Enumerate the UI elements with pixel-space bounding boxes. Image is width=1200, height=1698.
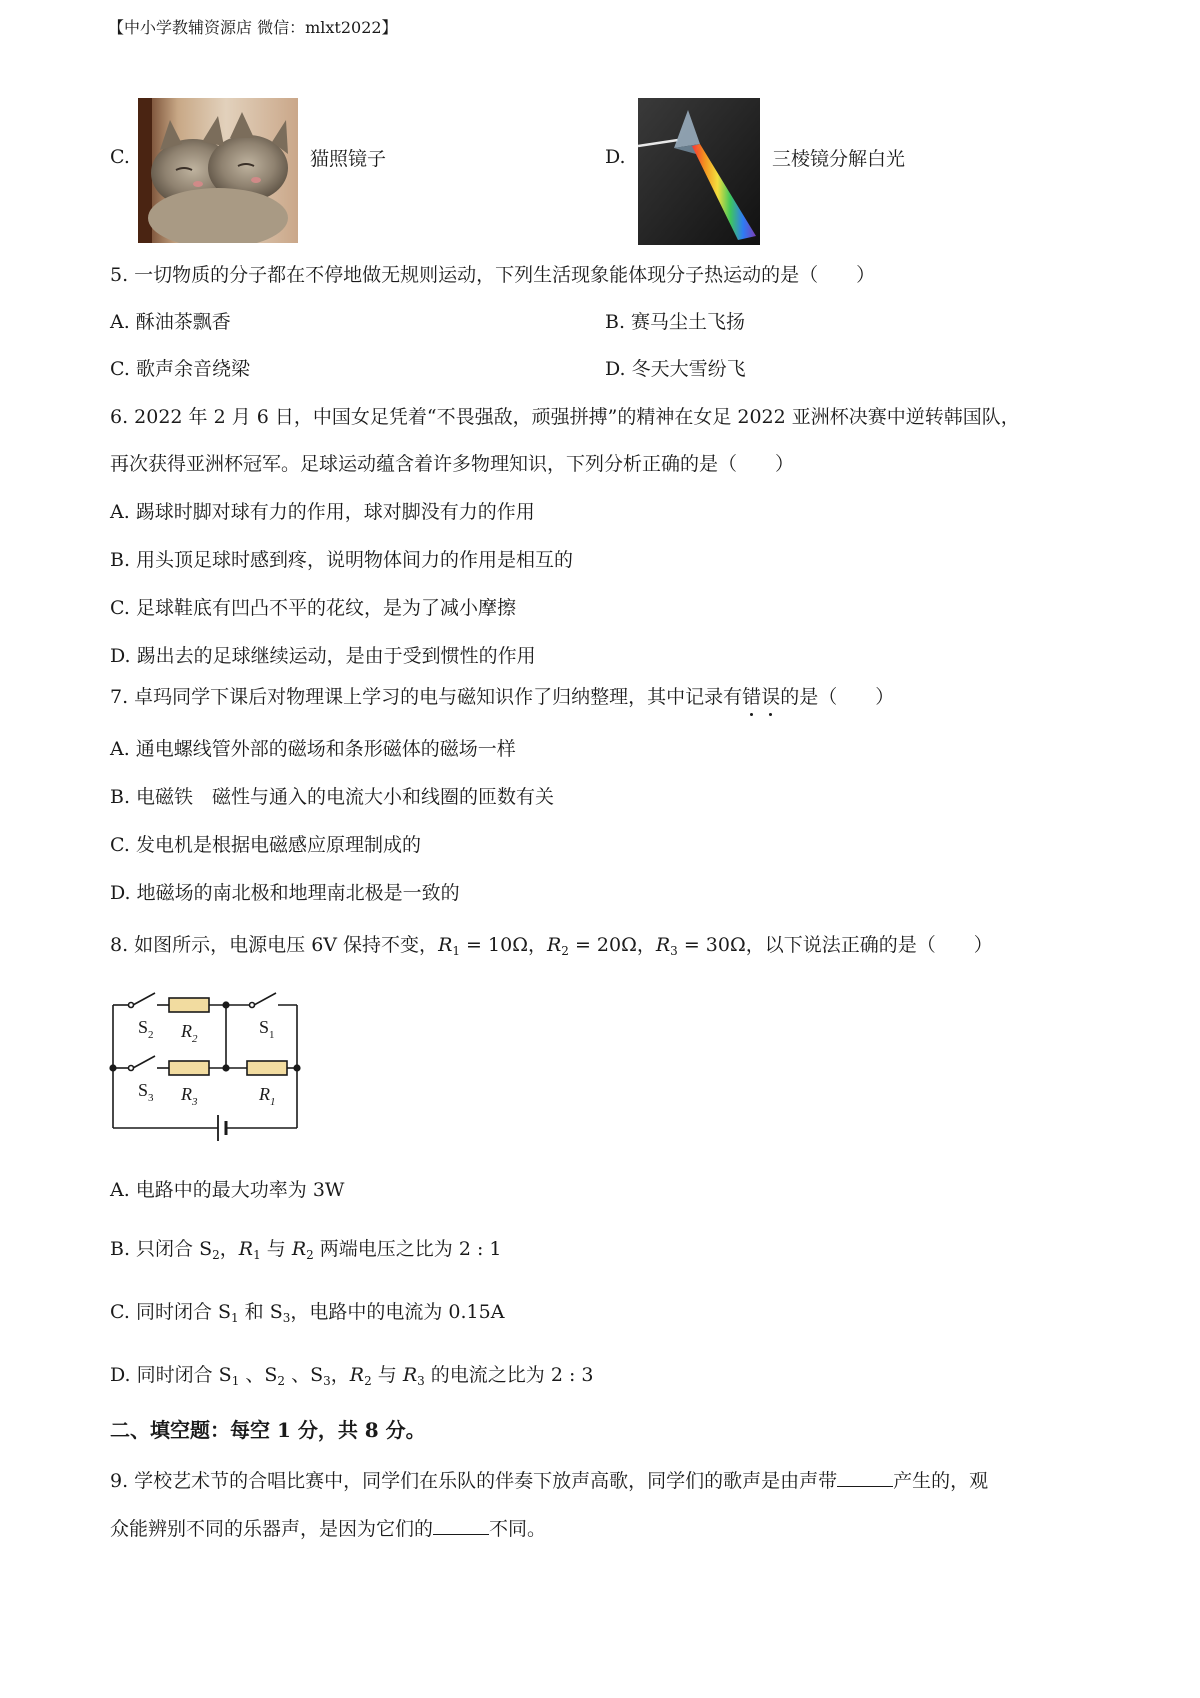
q9-blank-2[interactable] xyxy=(433,1518,489,1535)
circuit-diagram xyxy=(105,985,305,1145)
q7-stem-post: 的是（ ） xyxy=(780,686,895,708)
q4-option-c-letter: C. xyxy=(110,146,130,168)
q6-stem-line2: 再次获得亚洲杯冠军。足球运动蕴含着许多物理知识，下列分析正确的是（ ） xyxy=(110,453,795,475)
q6-option-a: A. 踢球时脚对球有力的作用，球对脚没有力的作用 xyxy=(110,501,535,523)
q9-blank-1[interactable] xyxy=(837,1470,893,1487)
q8-r1-sub: 1 xyxy=(452,944,461,958)
q7-option-b: B. 电磁铁 磁性与通入的电流大小和线圈的匝数有关 xyxy=(110,786,555,808)
q4-option-d-caption: 三棱镜分解白光 xyxy=(772,148,906,170)
q7-emphasis-2: 误 xyxy=(761,686,781,708)
q6-option-d: D. 踢出去的足球继续运动，是由于受到惯性的作用 xyxy=(110,645,536,667)
q8-r3-symbol: R xyxy=(655,934,671,956)
label-r3: $R_3$ xyxy=(181,1084,198,1108)
junction-right xyxy=(294,1065,300,1071)
q8-r1-value: = 10Ω， xyxy=(460,934,547,956)
q7-option-d: D. 地磁场的南北极和地理南北极是一致的 xyxy=(110,882,460,904)
q8-r3-sub: 3 xyxy=(670,944,678,958)
q8-option-d: D. 同时闭合 $S_1$ 、$S_2$ 、$S_3$，$R_2$ 与 $R_3$ 的电流之比为 2 : 3 xyxy=(110,1364,594,1388)
q5-option-d: D. 冬天大雪纷飞 xyxy=(605,358,746,380)
q8-stem-pre: 8. 如图所示，电源电压 6V 保持不变， xyxy=(110,934,439,956)
q7-emphasis-1: 错 xyxy=(742,686,762,708)
label-r1: $R_1$ xyxy=(259,1084,276,1108)
q8-option-c: C. 同时闭合 $S_1$ 和 $S_3$，电路中的电流为 0.15A xyxy=(110,1301,505,1325)
label-r2: $R_2$ xyxy=(181,1021,198,1045)
prism-image xyxy=(638,98,760,245)
switch-s1-blade xyxy=(254,993,276,1005)
junction-left xyxy=(110,1065,116,1071)
q5-stem: 5. 一切物质的分子都在不停地做无规则运动，下列生活现象能体现分子热运动的是（ ） xyxy=(110,264,876,286)
q8-stem-post: 以下说法正确的是（ ） xyxy=(764,934,993,956)
switch-s2-pivot xyxy=(129,1003,134,1008)
q7-stem xyxy=(110,688,894,707)
q8-stem xyxy=(110,936,993,957)
q5-option-a: A. 酥油茶飘香 xyxy=(110,311,231,333)
q9-line1: 9. 学校艺术节的合唱比赛中，同学们在乐队的伴奏下放声高歌，同学们的歌声是由声带 产生的，观 xyxy=(110,1470,989,1492)
q4-option-c-caption: 猫照镜子 xyxy=(310,148,387,170)
label-s3: $S_3$ xyxy=(138,1080,154,1104)
q6-stem-line1: 6. 2022 年 2 月 6 日，中国女足凭着“不畏强敌，顽强拼搏”的精神在女足 2022 亚洲杯决赛中逆转韩国队， xyxy=(110,406,1020,428)
q7-stem-pre: 7. 卓玛同学下课后对物理课上学习的电与磁知识作了归纳整理，其中记录有 xyxy=(110,686,743,708)
cat-mirror-image xyxy=(138,98,298,243)
q8-r2-sub: 2 xyxy=(561,944,569,958)
q4-option-d-letter: D. xyxy=(605,146,626,168)
q8-r2-symbol: R xyxy=(546,934,562,956)
q8-r3-value: = 30Ω， xyxy=(677,934,765,956)
cat-mirror-photo xyxy=(138,98,298,243)
prism-photo xyxy=(638,98,760,245)
q8-option-a: A. 电路中的最大功率为 3W xyxy=(110,1179,345,1201)
switch-s1-pivot xyxy=(250,1003,255,1008)
q5-option-b: B. 赛马尘土飞扬 xyxy=(605,311,746,333)
section-2-title: 二、填空题：每空 1 分，共 8 分。 xyxy=(110,1418,426,1442)
q8-r1-symbol: R xyxy=(438,934,453,956)
q9-line2: 众能辨别不同的乐器声，是因为它们的 不同。 xyxy=(110,1518,547,1540)
q7-option-a: A. 通电螺线管外部的磁场和条形磁体的磁场一样 xyxy=(110,738,516,760)
junction-top xyxy=(223,1002,229,1008)
q7-option-c: C. 发电机是根据电磁感应原理制成的 xyxy=(110,834,421,856)
q8-r2-value: = 20Ω， xyxy=(568,934,656,956)
q8-option-b: B. 只闭合 $S_2$，$R_1$ 与 $R_2$ 两端电压之比为 2 : 1 xyxy=(110,1238,502,1262)
q5-option-c: C. 歌声余音绕梁 xyxy=(110,358,250,380)
q6-option-c: C. 足球鞋底有凹凸不平的花纹，是为了减小摩擦 xyxy=(110,597,516,619)
resistor-r1 xyxy=(247,1061,287,1075)
q6-option-b: B. 用头顶足球时感到疼，说明物体间力的作用是相互的 xyxy=(110,549,574,571)
resistor-r3 xyxy=(169,1061,209,1075)
switch-s2-blade xyxy=(133,993,155,1005)
switch-s3-pivot xyxy=(129,1066,134,1071)
resistor-r2 xyxy=(169,998,209,1012)
label-s1: $S_1$ xyxy=(259,1017,275,1041)
switch-s3-blade xyxy=(133,1056,155,1068)
page-header: 【中小学教辅资源店 微信：mlxt2022】 xyxy=(108,18,398,37)
label-s2: $S_2$ xyxy=(138,1017,154,1041)
